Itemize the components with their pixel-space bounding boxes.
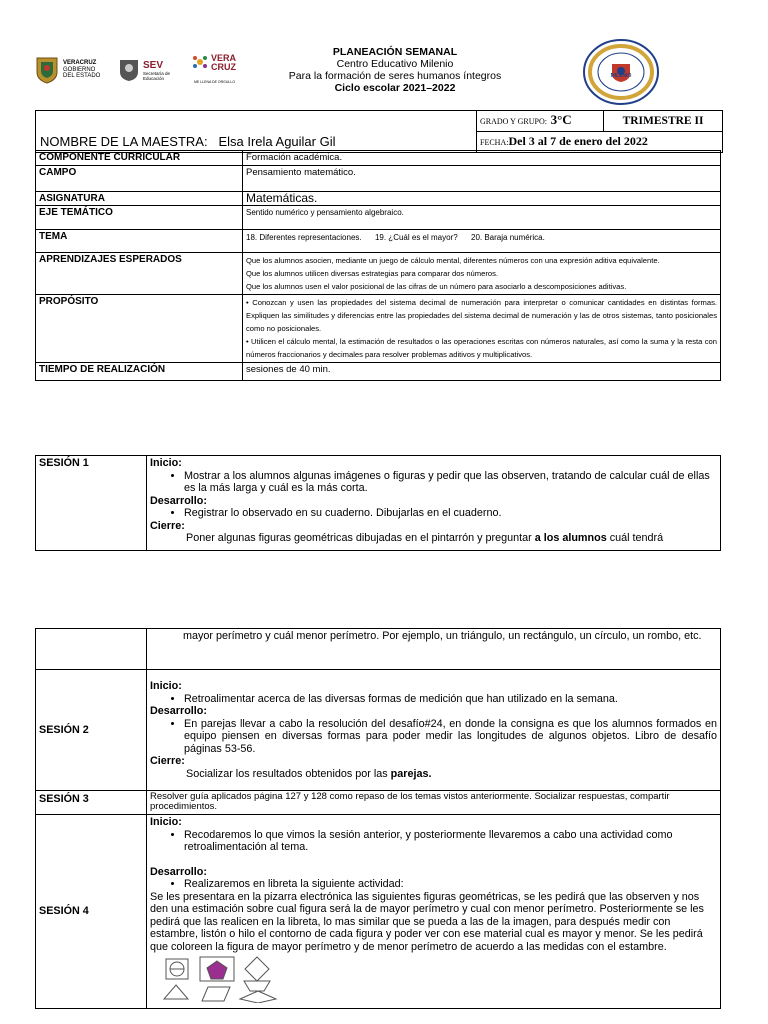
sev-emblem-icon (118, 58, 140, 82)
s1-inicio-heading: Inicio: (150, 457, 182, 469)
logo3-sub: ME LLENA DE ORGULLO (194, 80, 236, 84)
componente-value: Formación académica. (243, 151, 721, 166)
proposito-value (243, 295, 721, 363)
session-2-label: SESIÓN 2 (36, 670, 147, 791)
curriculum-table (35, 150, 721, 381)
s4-inicio-heading: Inicio: (150, 816, 182, 828)
school-year: Ciclo escolar 2021–2022 (334, 82, 456, 94)
session-1-table (35, 455, 721, 551)
triangle-figure (164, 985, 188, 999)
s2-cierre-a: Socializar los resultados obtenidos por las (186, 767, 391, 780)
doc-title: PLANEACIÓN SEMANAL (332, 46, 458, 58)
seal-text: MILENIO (610, 73, 632, 79)
continuation-label-cell (36, 629, 147, 670)
s1-cierre-c: cuál tendrá (606, 532, 664, 544)
componente-label: COMPONENTE CURRICULAR (36, 151, 243, 166)
trapezoid-figure (244, 981, 270, 991)
proposito-label: PROPÓSITO (36, 295, 243, 363)
teacher-name-cell (36, 111, 477, 153)
vera-label: VERA (211, 53, 237, 63)
eje-label: EJE TEMÁTICO (36, 206, 243, 230)
milenio-seal-icon (582, 38, 660, 106)
grade-cell (477, 111, 604, 132)
teacher-table (35, 110, 723, 153)
session-3-text: Resolver guía aplicados página 127 y 128 como repaso de los temas vistos anteriormente. Socializar respuestas, compartir procedimientos. (147, 791, 721, 815)
s2-inicio-heading: Inicio: (150, 680, 182, 692)
aprendizaje-2: Que los alumnos utilicen diversas estrategias para comparar dos números. (246, 269, 498, 278)
teacher-label: NOMBRE DE LA MAESTRA: (40, 134, 208, 149)
s2-cierre-text (150, 768, 717, 781)
geometric-figures-image (158, 955, 298, 1003)
proposito-1: • Conozcan y usen las propiedades del sistema decimal de numeración para interpretar o comunicar cantidades en distintas formas. Expliquen las similitudes y diferencias entre las propiedades del sistema decimal de numeración y las de otros sistemas, tanto posicionales como no posicionales. (246, 298, 717, 333)
session-4-content (147, 815, 721, 1009)
s2-cierre-b: parejas. (390, 767, 432, 780)
s4-desarrollo-heading: Desarrollo: (150, 865, 207, 878)
s2-inicio-item: • Retroalimentar acerca de las diversas formas de medición que han utilizado en la semana. (184, 693, 717, 706)
sessions-continued-table (35, 628, 721, 1009)
sev-sub: Secretaría de Educación (143, 70, 171, 81)
eje-value: Sentido numérico y pensamiento algebraico. (243, 206, 721, 230)
rhombus-figure (245, 957, 269, 981)
teacher-name: Elsa Irela Aguilar Gil (218, 134, 336, 149)
document-header (250, 46, 540, 94)
tiempo-label: TIEMPO DE REALIZACIÓN (36, 363, 243, 381)
s1-cierre-text (150, 532, 717, 545)
cruz-label: CRUZ (211, 62, 236, 72)
campo-label: CAMPO (36, 166, 243, 192)
s2-cierre-heading: Cierre: (150, 755, 185, 767)
sun-flower-icon (192, 54, 208, 72)
session-3-label: SESIÓN 3 (36, 791, 147, 815)
s1-cierre-heading: Cierre: (150, 519, 185, 532)
tiempo-value: sesiones de 40 min. (243, 363, 721, 381)
pentagon-figure (207, 961, 227, 979)
logo1-line2: GOBIERNO (63, 66, 96, 73)
aprendizajes-value (243, 253, 721, 295)
school-motto: Para la formación de seres humanos íntegros (288, 70, 502, 82)
asignatura-value: Matemáticas. (243, 192, 721, 206)
session-2-content (147, 670, 721, 791)
grade-label: GRADO Y GRUPO: (480, 117, 547, 126)
tema-value: 18. Diferentes representaciones. 19. ¿Cuál es el mayor? 20. Baraja numérica. (243, 230, 721, 253)
s1-inicio-item: • Mostrar a los alumnos algunas imágenes o figuras y pedir que las observen, tratando de calcular cuál de ellas es la más larga y cuál es la más corta. (184, 470, 717, 495)
date-label: FECHA: (480, 138, 509, 147)
grade-value: 3°C (550, 112, 572, 127)
logo1-line3: DEL ESTADO (63, 73, 101, 80)
session-4-label: SESIÓN 4 (36, 815, 147, 1009)
aprendizaje-3: Que los alumnos usen el valor posicional de las cifras de un número para asociarlo a descomposiciones aditivas. (246, 282, 627, 291)
sev-label: SEV (143, 59, 164, 71)
campo-value: Pensamiento matemático. (243, 166, 721, 192)
session-1-content (147, 456, 721, 551)
asignatura-label: ASIGNATURA (36, 192, 243, 206)
diamond-figure (240, 991, 276, 1003)
s1-cierre-a: Poner algunas figuras geométricas dibujadas en el pintarrón y preguntar (186, 532, 535, 544)
s4-body: Se les presentara en la pizarra electrónica las siguientes figuras geométricas, se les pedirá que las observen y nos den una estimación sobre cual figura será la de mayor perímetro y cual con menor perímetro. Posteriormente se les pedirá que las realicen en la libreta, lo mas similar que se pueda a las de la imagen, para después medir con estambre, listón o hilo el contorno de cada figura y poder ver con ese material cual es mayor y menor. Se les pedirá que coloreen la figura de mayor perímetro y de menor perímetro de acuerdo a las medidas con el estambre. (150, 890, 704, 953)
s1-cierre-b: a los alumnos (534, 532, 607, 544)
s2-desarrollo-item: • En parejas llevar a cabo la resolución del desafío#24, en donde la consigna es que los alumnos formados en equipo piensen en diversas formas para poder medir las longitudes de algunos objetos. Libro de desafío páginas 53-56. (184, 718, 717, 756)
s1-desarrollo-heading: Desarrollo: (150, 494, 207, 507)
s4-desarrollo-item: • Realizaremos en libreta la siguiente actividad: (184, 878, 717, 891)
logo1-line1: VERACRUZ (63, 60, 97, 67)
veracruz-government-logo (34, 56, 100, 84)
aprendizaje-1: Que los alumnos asocien, mediante un juego de cálculo mental, diferentes números con una expresión aditiva equivalente. (246, 256, 660, 265)
tema-label: TEMA (36, 230, 243, 253)
trimester-label: TRIMESTRE II (622, 115, 704, 127)
proposito-2: • Utilicen el cálculo mental, la estimación de resultados o las operaciones escritas con números naturales, así como la suma y la resta con números fraccionarios y decimales para resolver problemas aditivos y multiplicativos. (246, 337, 717, 359)
s1-desarrollo-item: • Registrar lo observado en su cuaderno. Dibujarlas en el cuaderno. (184, 507, 717, 520)
veracruz-brand-logo (192, 53, 237, 84)
parallelogram-figure (202, 987, 230, 1001)
coat-of-arms-icon (34, 56, 60, 84)
date-value: Del 3 al 7 de enero del 2022 (508, 134, 648, 148)
s1-continuation-text: mayor perímetro y cuál menor perímetro. Por ejemplo, un triángulo, un rectángulo, un círculo, un rombo, etc. (147, 629, 721, 670)
trimester-cell (604, 111, 723, 132)
school-name: Centro Educativo Milenio (336, 58, 454, 70)
sev-logo (118, 58, 177, 82)
s4-inicio-item: • Recodaremos lo que vimos la sesión anterior, y posteriormente llevaremos a cabo una actividad como retroalimentación al tema. (184, 829, 717, 854)
session-1-label: SESIÓN 1 (36, 456, 147, 551)
aprendizajes-label: APRENDIZAJES ESPERADOS (36, 253, 243, 295)
s2-desarrollo-heading: Desarrollo: (150, 705, 207, 717)
